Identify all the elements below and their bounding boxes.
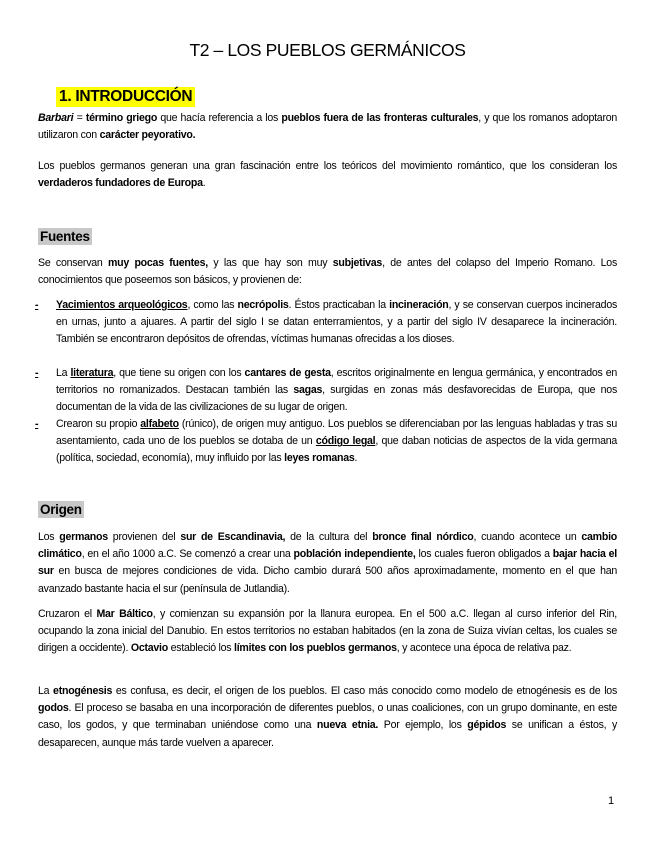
text: , y acontece una época de relativa paz. xyxy=(396,642,572,655)
bold-text: verdaderos fundadores de Europa xyxy=(38,177,203,190)
bold-text: muy pocas fuentes, xyxy=(107,257,208,269)
text: , cuando acontece un xyxy=(473,531,582,543)
text: , de antes del colapso del Imperio Romano. Los conocimientos que poseemos son básicos, y provienen de: xyxy=(38,257,617,287)
bold-text: pueblos fuera de las fronteras culturales xyxy=(281,112,479,124)
text: Por ejemplo, los xyxy=(378,719,468,732)
section-heading-introduccion: 1. INTRODUCCIÓN xyxy=(56,87,195,107)
page-number: 1 xyxy=(608,795,615,807)
text: estableció los xyxy=(167,642,235,655)
text: , escritos originalmente en lengua germánica, y encontrados en territorios no romanizados. Destacan también las xyxy=(56,367,617,397)
section-heading-fuentes: Fuentes xyxy=(40,229,90,244)
bullet-item-yacimientos xyxy=(35,297,618,349)
text: Los xyxy=(38,531,60,543)
bold-text: germanos xyxy=(59,531,108,543)
term-barbari: Barbari xyxy=(38,112,74,124)
text: = xyxy=(73,112,86,124)
text: Los pueblos germanos generan una gran fascinación entre los teóricos del movimiento romántico, que los consideran los xyxy=(38,160,617,172)
origen-paragraph-1 xyxy=(38,529,617,598)
bullet-dash: - xyxy=(35,418,39,430)
bold-text: leyes romanas xyxy=(284,452,355,465)
text: y las que hay son muy xyxy=(207,257,333,269)
bold-underlined-text: alfabeto xyxy=(140,418,179,430)
text: , surgidas en zonas más desfavorecidas de Europa, que nos documentan de la vida de las civilizaciones de su lugar de origen. xyxy=(56,384,617,414)
text: provienen del xyxy=(107,531,181,543)
bold-text: sur de Escandinavia, xyxy=(180,531,286,543)
origen-paragraph-3 xyxy=(38,683,617,752)
text: los cuales fueron obligados a xyxy=(415,548,553,561)
bold-text: Mar Báltico xyxy=(96,608,153,620)
bold-text: población independiente, xyxy=(293,548,416,561)
text: . xyxy=(354,452,358,465)
bold-text: godos xyxy=(38,702,69,715)
bullet-dash: - xyxy=(35,299,39,311)
text: , en el año 1000 a.C. Se comenzó a crear una xyxy=(81,548,294,561)
bold-text: límites con los pueblos germanos xyxy=(234,642,397,655)
text: es confusa, es decir, el origen de los pueblos. El caso más conocido como modelo de etnogénesis es de los xyxy=(112,685,617,697)
text: en busca de mejores condiciones de vida. Dicho cambio durará 500 años aproximadamente, momento en el que han avanzado bastante hacia el sur (península de Jutlandia). xyxy=(38,565,617,595)
bullet-dash: - xyxy=(35,367,39,379)
text: La xyxy=(38,685,54,697)
text: , como las xyxy=(187,299,238,311)
bold-text: nueva etnia. xyxy=(316,719,379,732)
section-heading-origen: Origen xyxy=(40,502,82,517)
bold-text: término griego xyxy=(85,112,158,124)
text: que hacía referencia a los xyxy=(157,112,282,124)
text: , que tiene su origen con los xyxy=(113,367,245,379)
intro-paragraph-1 xyxy=(38,110,617,144)
origen-paragraph-2 xyxy=(38,606,617,658)
bold-text: cambio climático xyxy=(38,531,617,561)
document-title: T2 – LOS PUEBLOS GERMÁNICOS xyxy=(189,40,466,60)
text: . El proceso se basaba en una incorporación de diferentes pueblos, o unas coaliciones, con un grupo dominante, en este caso, los godos, y que terminaban uniéndose como una xyxy=(38,702,617,732)
bold-text: bajar hacia el sur xyxy=(38,548,617,578)
bold-text: etnogénesis xyxy=(53,685,113,697)
text: La xyxy=(56,367,71,379)
text: , y que los romanos adoptaron utilizaron con xyxy=(38,112,618,142)
text: . Éstos practicaban la xyxy=(288,299,390,311)
bullet-item-alfabeto xyxy=(35,416,617,468)
text: Se conservan xyxy=(38,257,108,269)
intro-paragraph-2 xyxy=(38,158,617,192)
text: , y se conservan cuerpos incinerados en urnas, junto a ajuares. A partir del siglo I se datan enterramientos, y a partir del siglo IV desaparece la incineración. También se encontraron depósitos de ofrendas, víctimas humanas ofrecidas a los dioses. xyxy=(56,299,618,346)
bold-text: bronce final nórdico xyxy=(372,531,474,543)
text: se unifican a éstos, y desaparecen, aunque más tarde vuelven a aparecer. xyxy=(38,719,618,749)
bold-text: necrópolis xyxy=(237,299,289,311)
bold-text: gépidos xyxy=(467,719,507,732)
bold-text: Octavio xyxy=(130,642,168,655)
bullet-item-literatura xyxy=(35,365,617,417)
text: Cruzaron el xyxy=(38,608,97,620)
bold-text: sagas xyxy=(293,384,323,397)
bold-underlined-text: Yacimientos arqueológicos xyxy=(56,299,188,311)
text: . xyxy=(202,177,206,190)
text: Crearon su propio xyxy=(56,418,141,430)
bold-text: incineración xyxy=(389,299,449,311)
fuentes-paragraph xyxy=(38,255,617,289)
bold-underlined-text: literatura xyxy=(70,367,114,379)
text: , que daban noticias de aspectos de la vida germana (política, sociedad, economía), muy influido por las xyxy=(56,435,617,465)
text: (rúnico), de origen muy antiguo. Los pueblos se diferenciaban por las lenguas habladas y tras su asentamiento, cada uno de los pueblos se dotaba de un xyxy=(56,418,617,448)
bold-text: subjetivas xyxy=(332,257,383,269)
bold-text: cantares de gesta xyxy=(244,367,331,379)
text: , y comienzan su expansión por la llanura europea. En el 500 a.C. llegan al curso inferior del Rin, ocupando la zona inicial del Danubio. En estos territorios no estaban habitados (en la zona de Suiza vivían celtas, los cuales se dirigen a occidente). xyxy=(38,608,617,655)
text: de la cultura del xyxy=(285,531,373,543)
bold-underlined-text: código legal xyxy=(315,435,376,448)
bold-text: carácter peyorativo. xyxy=(99,129,196,142)
